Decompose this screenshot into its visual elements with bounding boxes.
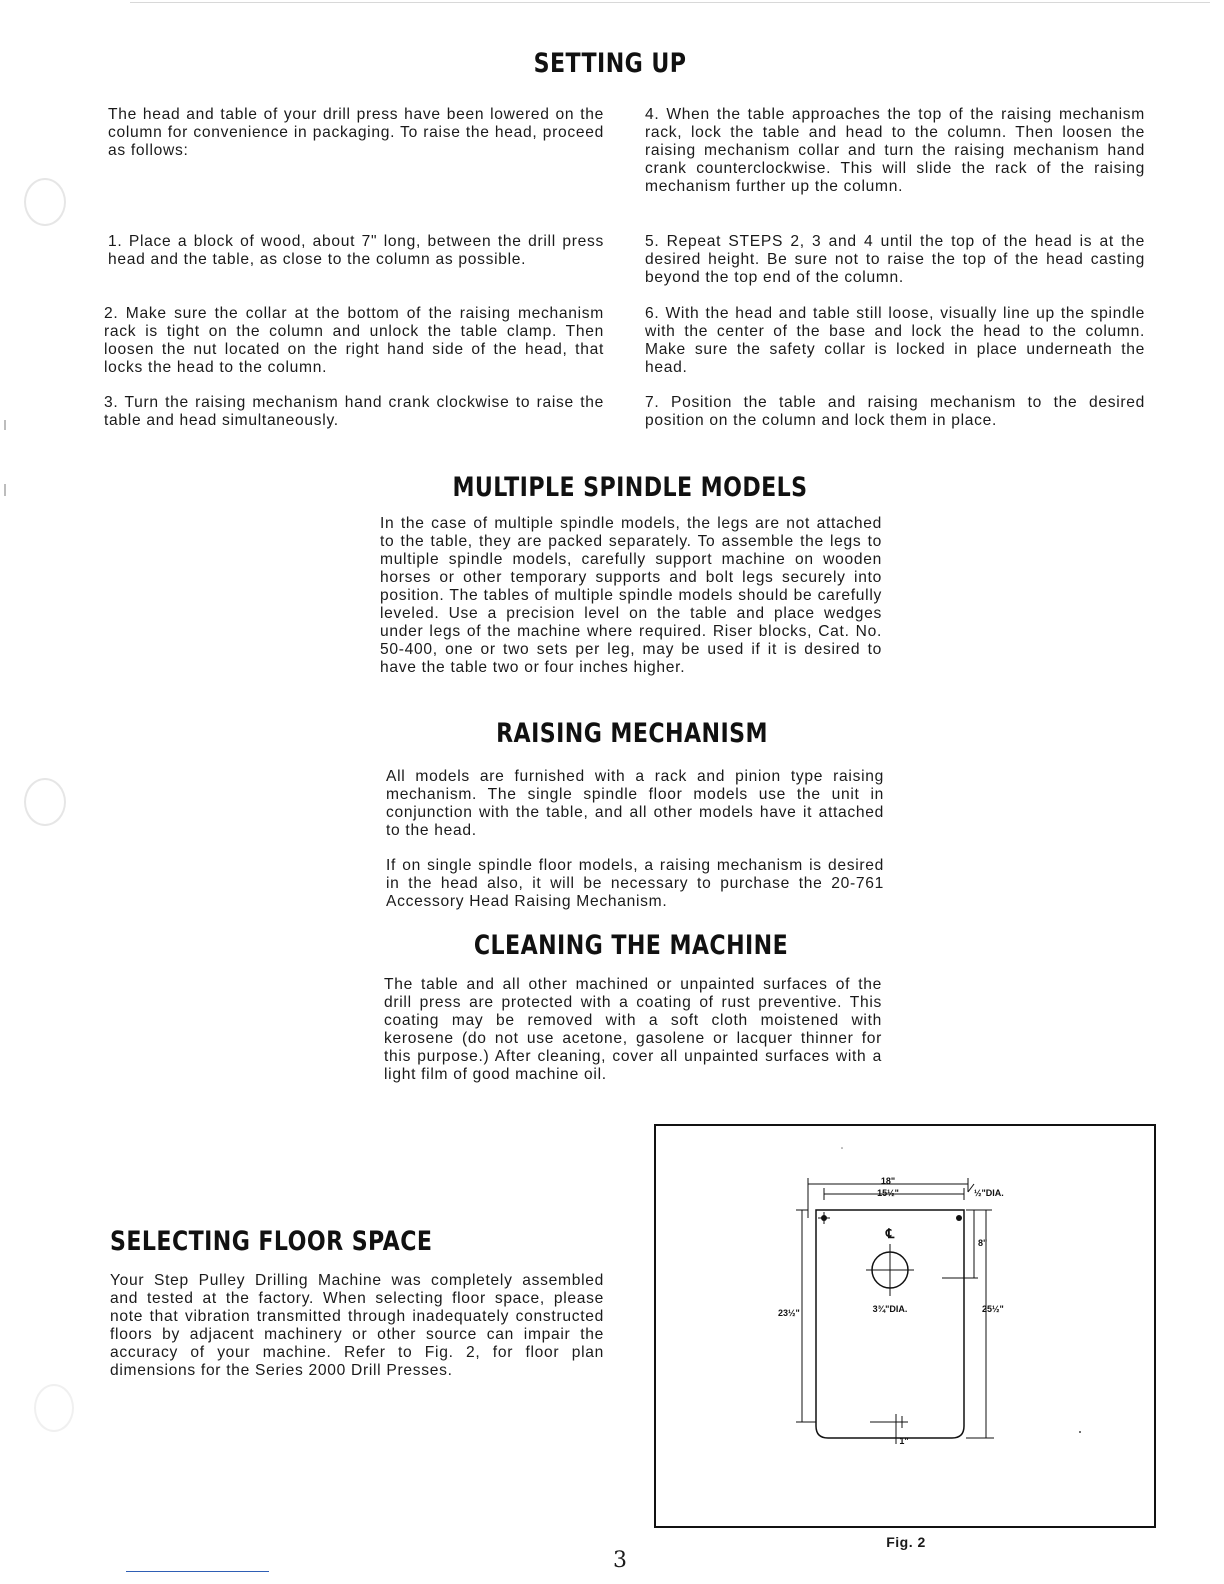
setting-up-step-5: 5. Repeat STEPS 2, 3 and 4 until the top of the head is at the desired height. Be sure not to raise the top of the head casting beyond the top end of the column. — [645, 233, 1145, 286]
binder-hole-bottom — [34, 1384, 74, 1432]
dim-offset-8: 8" — [978, 1238, 988, 1248]
setting-up-step-2: 2. Make sure the collar at the bottom of the raising mechanism rack is tight on the column and unlock the table clamp. Then loosen the nut located on the right hand side of the head, that locks the head to the column. — [104, 305, 604, 376]
setting-up-intro: The head and table of your drill press have been lowered on the column for convenience in packaging. To raise the head, proceed as follows: — [108, 106, 604, 159]
setting-up-step-3: 3. Turn the raising mechanism hand crank clockwise to raise the table and head simultaneously. — [104, 394, 604, 429]
heading-cleaning: CLEANING THE MACHINE — [473, 930, 789, 961]
dim-hole-dia: ½"DIA. — [974, 1188, 1004, 1198]
dim-depth-inner: 23½" — [778, 1308, 800, 1318]
heading-floor-space: SELECTING FLOOR SPACE — [110, 1226, 433, 1257]
raising-mechanism-para-1: All models are furnished with a rack and pinion type raising mechanism. The single spindle floor models use the unit in conjunction with the table, and all other models have it attached to the head. — [386, 768, 884, 839]
binder-hole-top — [24, 178, 66, 226]
page-number: 3 — [613, 1548, 627, 1573]
floor-space-body: Your Step Pulley Drilling Machine was completely assembled and tested at the factory. When selecting floor space, please note that vibration transmitted through inadequately constructed floors by adjacent machinery or other source can impair the accuracy of your machine. Refer to Fig. 2, for floor plan dimensions for the Series 2000 Drill Presses. — [110, 1272, 604, 1379]
binder-hole-middle — [24, 778, 66, 826]
heading-raising-mechanism: RAISING MECHANISM — [496, 718, 768, 749]
setting-up-step-4: 4. When the table approaches the top of the raising mechanism rack, lock the table and head to the column. Then loosen the raising mechanism collar and turn the raising mechanism hand crank counterclockwise. This will slide the rack of the raising mechanism further up the column. — [645, 106, 1145, 195]
top-edge-rule — [130, 2, 1210, 3]
dim-depth-outer: 25½" — [982, 1304, 1004, 1314]
heading-setting-up: SETTING UP — [533, 48, 687, 79]
scan-mark — [4, 420, 6, 430]
mounting-hole-right — [956, 1215, 962, 1221]
dim-width-inner: 15½" — [877, 1188, 899, 1198]
multiple-spindle-body: In the case of multiple spindle models, the legs are not attached to the table, they are packed separately. To assemble the legs to multiple spindle models, carefully support machine on wooden horses or other temporary supports and bolt legs securely into position. The tables of multiple spindle models should be carefully leveled. Use a precision level on the table and place wedges under legs of the machine where required. Riser blocks, Cat. No. 50-400, one or two sets per leg, may be used if it is desired to have the table two or four inches higher. — [380, 515, 882, 676]
cleaning-body: The table and all other machined or unpainted surfaces of the drill press are protected with a coating of rust preventive. This coating may be removed with a soft cloth moistened with kerosene (do not use acetone, gasolene or lacquer thinner for this purpose.) After cleaning, cover all unpainted surfaces with a light film of good machine oil. — [384, 976, 882, 1083]
scan-mark — [4, 484, 6, 496]
dim-width-outer: 18" — [880, 1176, 896, 1186]
centerline-mark: ℄ — [885, 1226, 895, 1241]
setting-up-step-7: 7. Position the table and raising mechanism to the desired position on the column and lock them in place. — [645, 394, 1145, 429]
raising-mechanism-para-2: If on single spindle floor models, a raising mechanism is desired in the head also, it will be necessary to purchase the 20-761 Accessory Head Raising Mechanism. — [386, 857, 884, 910]
bottom-rule — [126, 1571, 269, 1572]
figure-2-floor-plan — [654, 1124, 1156, 1528]
dim-bottom-1: 1" — [899, 1436, 909, 1446]
heading-multiple-spindle: MULTIPLE SPINDLE MODELS — [452, 472, 808, 503]
mounting-hole-left — [818, 1212, 830, 1224]
setting-up-step-1: 1. Place a block of wood, about 7" long, between the drill press head and the table, as close to the column as possible. — [108, 233, 604, 268]
floor-plan-diagram — [656, 1126, 1158, 1530]
setting-up-step-6: 6. With the head and table still loose, visually line up the spindle with the center of the base and lock the head to the column. Make sure the safety collar is locked in place underneath the head. — [645, 305, 1145, 376]
figure-caption: Fig. 2 — [886, 1534, 926, 1550]
dim-center-dia: 3¾"DIA. — [872, 1304, 908, 1314]
